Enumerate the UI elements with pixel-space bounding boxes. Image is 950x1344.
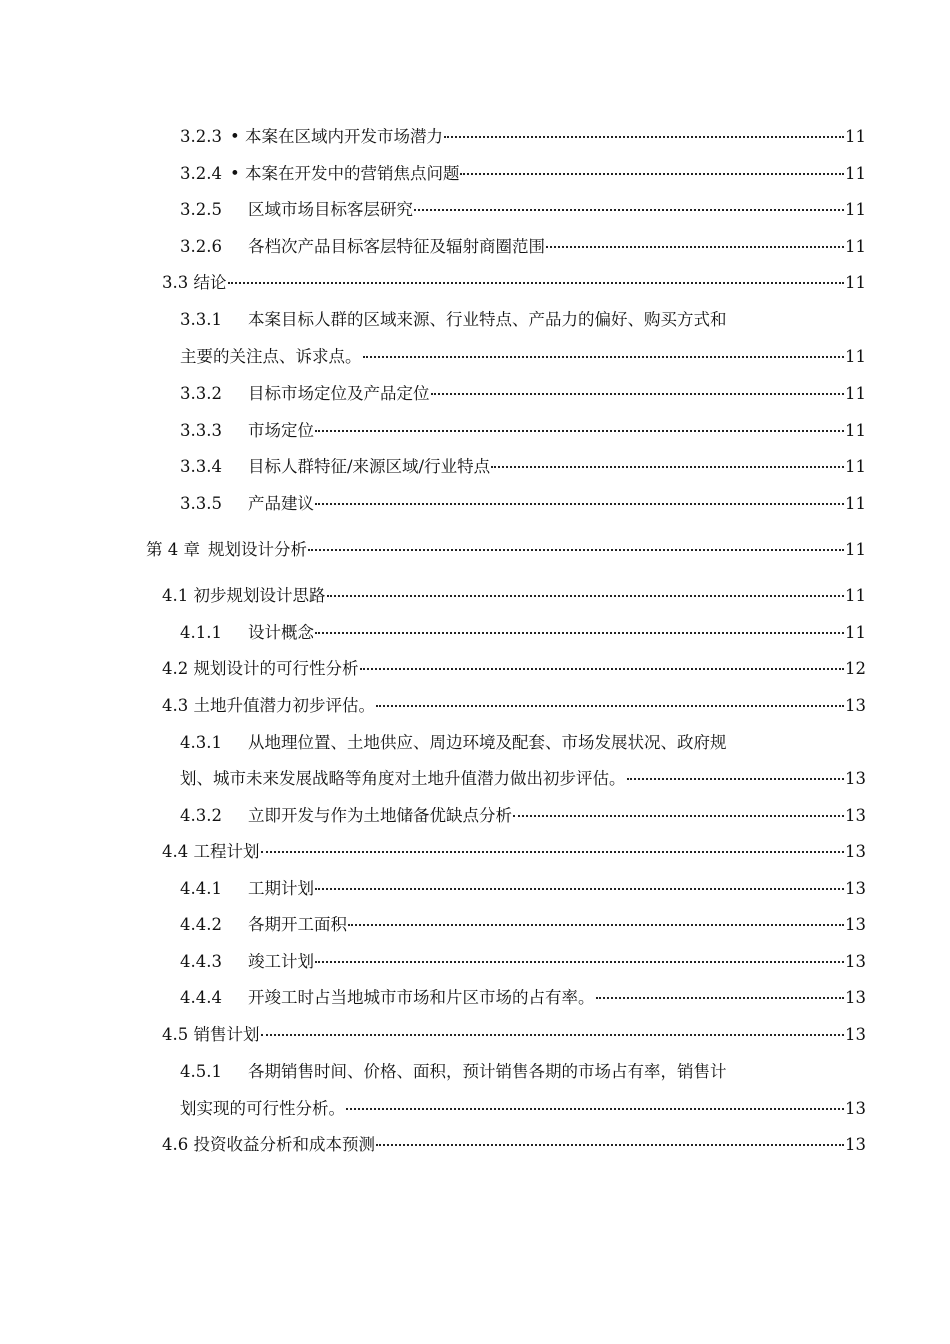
toc-entry-page: 12 [845, 659, 866, 678]
toc-entry-page: 11 [845, 384, 866, 403]
toc-entry-number: 3.3.2 [180, 384, 222, 403]
toc-entry-title: 从地理位置、土地供应、周边环境及配套、市场发展状况、政府规 [248, 733, 727, 752]
toc-entry-page: 11 [845, 273, 866, 292]
dot-leader [491, 466, 844, 468]
toc-entry-page: 11 [845, 347, 866, 366]
toc-entry-page: 11 [845, 200, 866, 219]
dot-leader [228, 282, 845, 284]
toc-entry[interactable] [180, 622, 866, 644]
toc-entry[interactable] [162, 1024, 866, 1046]
dot-leader [414, 209, 844, 211]
toc-entry-title: 规划设计分析 [208, 540, 307, 559]
toc-entry-title: 各期销售时间、价格、面积，预计销售各期的市场占有率，销售计 [248, 1062, 727, 1081]
toc-entry-title-continued: 划实现的可行性分析。 [180, 1099, 345, 1118]
toc-entry-title: 区域市场目标客层研究 [248, 200, 413, 219]
toc-entry-number: 3.3.1 [180, 310, 222, 329]
toc-entry-title: 工期计划 [248, 879, 314, 898]
toc-entry-number: 4.4.4 [180, 988, 222, 1007]
toc-entry-title: 本案目标人群的区域来源、行业特点、产品力的偏好、购买方式和 [248, 310, 727, 329]
toc-entry-continuation[interactable] [180, 346, 866, 368]
toc-entry-number: 4.3.1 [180, 733, 222, 752]
dot-leader [460, 173, 844, 175]
toc-entry-number: 3.2.5 [180, 200, 222, 219]
toc-entry[interactable] [180, 236, 866, 258]
toc-entry[interactable] [162, 695, 866, 717]
dot-leader [327, 595, 845, 597]
toc-entry-title: 产品建议 [248, 494, 314, 513]
dot-leader [431, 393, 845, 395]
toc-entry-title: 各期开工面积 [248, 915, 347, 934]
toc-entry-title: 4.6 投资收益分析和成本预测 [162, 1135, 375, 1154]
toc-entry-title: • 本案在开发中的营销焦点问题 [230, 164, 460, 183]
toc-entry-title: 4.5 销售计划 [162, 1025, 260, 1044]
toc-entry-title: 开竣工时占当地城市市场和片区市场的占有率。 [248, 988, 595, 1007]
toc-entry-continuation[interactable] [180, 1098, 866, 1120]
toc-entry-page: 13 [845, 696, 866, 715]
toc-entry-title: 4.1 初步规划设计思路 [162, 586, 326, 605]
toc-entry-page: 11 [845, 540, 866, 559]
toc-entry[interactable] [180, 1061, 866, 1083]
dot-leader [346, 1108, 844, 1110]
toc-entry-page: 13 [845, 1099, 866, 1118]
dot-leader [363, 356, 845, 358]
toc-entry-number: 4.1.1 [180, 623, 222, 642]
toc-entry-title: 4.4 工程计划 [162, 842, 260, 861]
toc-entry[interactable] [180, 163, 866, 185]
dot-leader [444, 136, 844, 138]
toc-entry-title: 立即开发与作为土地储备优缺点分析 [248, 806, 512, 825]
dot-leader [315, 632, 844, 634]
toc-entry[interactable] [180, 732, 866, 754]
dot-leader [261, 851, 845, 853]
toc-entry-page: 11 [845, 164, 866, 183]
toc-entry-title-continued: 划、城市未来发展战略等角度对土地升值潜力做出初步评估。 [180, 769, 626, 788]
toc-entry-title: 市场定位 [248, 421, 314, 440]
toc-entry-page: 13 [845, 915, 866, 934]
toc-entry[interactable] [162, 272, 866, 294]
toc-entry[interactable] [180, 951, 866, 973]
dot-leader [348, 924, 844, 926]
toc-entry-page: 11 [845, 623, 866, 642]
toc-entry-number: 4.5.1 [180, 1062, 222, 1081]
toc-entry[interactable] [180, 987, 866, 1009]
toc-entry-title: 4.3 土地升值潜力初步评估。 [162, 696, 375, 715]
toc-entry-title-continued: 主要的关注点、诉求点。 [180, 347, 362, 366]
toc-entry-page: 13 [845, 806, 866, 825]
toc-entry-number: 4.4.3 [180, 952, 222, 971]
toc-entry-number: 3.3.3 [180, 421, 222, 440]
toc-entry-page: 13 [845, 1025, 866, 1044]
toc-entry-title: 3.3 结论 [162, 273, 227, 292]
toc-entry-page: 11 [845, 457, 866, 476]
dot-leader [261, 1034, 845, 1036]
toc-entry-title: 各档次产品目标客层特征及辐射商圈范围 [248, 237, 545, 256]
toc-entry[interactable] [180, 420, 866, 442]
toc-entry[interactable] [180, 914, 866, 936]
toc-entry-page: 11 [845, 127, 866, 146]
toc-chapter-number: 第 4 章 [146, 540, 200, 559]
toc-entry[interactable] [180, 805, 866, 827]
toc-entry-page: 13 [845, 988, 866, 1007]
toc-entry-title: 竣工计划 [248, 952, 314, 971]
toc-entry-page: 13 [845, 1135, 866, 1154]
dot-leader [315, 503, 844, 505]
dot-leader [360, 668, 845, 670]
dot-leader [376, 705, 844, 707]
toc-entry-number: 3.2.6 [180, 237, 222, 256]
toc-entry-page: 11 [845, 494, 866, 513]
dot-leader [546, 246, 844, 248]
toc-entry[interactable] [180, 309, 866, 331]
toc-entry-title: 设计概念 [248, 623, 314, 642]
toc-entry-title: 4.2 规划设计的可行性分析 [162, 659, 359, 678]
toc-entry[interactable] [162, 658, 866, 680]
toc-entry-title: 目标人群特征/来源区域/行业特点 [248, 457, 491, 476]
toc-entry-page: 11 [845, 586, 866, 605]
toc-entry[interactable] [180, 199, 866, 221]
toc-entry-number: 4.3.2 [180, 806, 222, 825]
dot-leader [315, 888, 844, 890]
toc-entry[interactable] [180, 493, 866, 515]
dot-leader [627, 778, 845, 780]
toc-entry[interactable] [180, 878, 866, 900]
toc-entry-number: 3.2.3 [180, 127, 222, 146]
dot-leader [308, 549, 844, 551]
dot-leader [315, 961, 844, 963]
toc-chapter-entry[interactable] [146, 539, 866, 561]
dot-leader [513, 815, 844, 817]
toc-entry-page: 13 [845, 769, 866, 788]
toc-entry-page: 13 [845, 952, 866, 971]
toc-entry-page: 13 [845, 842, 866, 861]
toc-entry-continuation[interactable] [180, 768, 866, 790]
dot-leader [376, 1144, 844, 1146]
toc-entry-number: 3.2.4 [180, 164, 222, 183]
toc-entry[interactable] [180, 126, 866, 148]
toc-entry[interactable] [180, 456, 866, 478]
toc-entry-title: 目标市场定位及产品定位 [248, 384, 430, 403]
toc-entry-number: 3.3.5 [180, 494, 222, 513]
toc-entry-number: 4.4.1 [180, 879, 222, 898]
toc-entry-number: 4.4.2 [180, 915, 222, 934]
dot-leader [596, 997, 845, 999]
toc-entry-number: 3.3.4 [180, 457, 222, 476]
toc-entry-page: 11 [845, 421, 866, 440]
toc-entry-title: • 本案在区域内开发市场潜力 [230, 127, 443, 146]
toc-entry[interactable] [162, 1134, 866, 1156]
toc-entry[interactable] [180, 383, 866, 405]
dot-leader [315, 430, 844, 432]
toc-entry[interactable] [162, 841, 866, 863]
toc-entry-page: 13 [845, 879, 866, 898]
toc-entry[interactable] [162, 585, 866, 607]
toc-entry-page: 11 [845, 237, 866, 256]
